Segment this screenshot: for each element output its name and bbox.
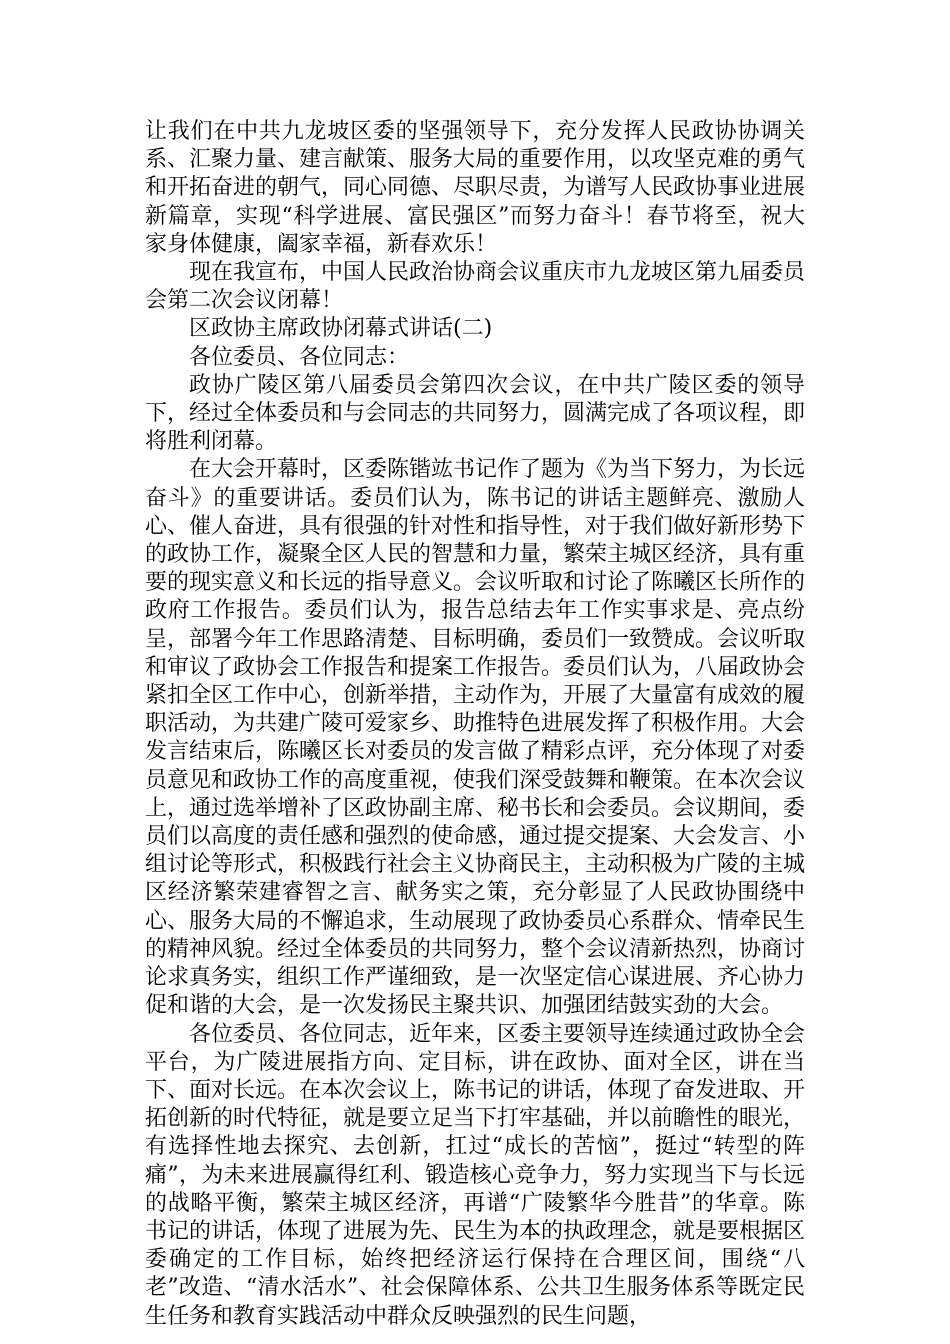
section-title: 区政协主席政协闭幕式讲话(二) <box>189 316 493 342</box>
salutation: 各位委员、各位同志： <box>189 344 410 370</box>
document-body <box>145 118 805 1331</box>
paragraph-meeting-review: 在大会开幕时，区委陈锴竑书记作了题为《为当下努力，为长远奋斗》的重要讲话。委员们认为，陈书记的讲话主题鲜亮、激励人心、催人奋进，具有很强的针对性和指导性，对于我们做好新形势下的政协工作，凝聚全区人民的智慧和力量，繁荣主城区经济，具有重要的现实意义和长远的指导意义。会议听取和讨论了陈曦区长所作的政府工作报告。委员们认为，报告总结去年工作实事求是、亮点纷呈，部署今年工作思路清楚、目标明确，委员们一致赞成。会议听取和审议了政协会工作报告和提案工作报告。委员们认为，八届政协会紧扣全区工作中心，创新举措，主动作为，开展了大量富有成效的履职活动，为共建广陵可爱家乡、助推特色进展发挥了积极作用。大会发言结束后，陈曦区长对委员的发言做了精彩点评，充分体现了对委员意见和政协工作的高度重视，使我们深受鼓舞和鞭策。在本次会议上，通过选举增补了区政协副主席、秘书长和会委员。会议期间，委员们以高度的责任感和强烈的使命感，通过提交提案、大会发言、小组讨论等形式，积极践行社会主义协商民主，主动积极为广陵的主城区经济繁荣建睿智之言、献务实之策，充分彰显了人民政协围绕中心、服务大局的不懈追求，生动展现了政协委员心系群众、情牵民生的精神风貌。经过全体委员的共同努力，整个会议清新热烈，协商讨论求真务实，组织工作严谨细致，是一次坚定信心谋进展、齐心协力促和谐的大会，是一次发扬民主聚共识、加强团结鼓实劲的大会。 <box>145 457 806 1019</box>
paragraph-speech-reflection: 各位委员、各位同志，近年来，区委主要领导连续通过政协全会平台，为广陵进展指方向、定目标，讲在政协、面对全区，讲在当下、面对长远。在本次会议上，陈书记的讲话，体现了奋发进取、开拓创新的时代特征，就是要立足当下打牢基础，并以前瞻性的眼光，有选择性地去探究、去创新，扛过“成长的苦恼”，挺过“转型的阵痛”，为未来进展赢得红利、锻造核心竞争力，努力实现当下与长远的战略平衡，繁荣主城区经济，再谱“广陵繁华今胜昔”的华章。陈书记的讲话，体现了进展为先、民生为本的执政理念，就是要根据区委确定的工作目标，始终把经济运行保持在合理区间，围绕“八老”改造、“清水活水”、社会保障体系、公共卫生服务体系等既定民生任务和教育实践活动中群众反映强烈的民生问题， <box>145 1021 806 1329</box>
paragraph-closing-announcement: 现在我宣布，中国人民政治协商会议重庆市九龙坡区第九届委员会第二次会议闭幕！ <box>145 260 806 314</box>
paragraph-closing-wishes: 让我们在中共九龙坡区委的坚强领导下，充分发挥人民政协协调关系、汇聚力量、建言献策、服务大局的重要作用，以攻坚克难的勇气和开拓奋进的朝气，同心同德、尽职尽责，为谱写人民政协事业进展新篇章，实现“科学进展、富民强区”而努力奋斗！春节将至，祝大家身体健康，阖家幸福，新春欢乐！ <box>145 119 806 257</box>
paragraph-meeting-intro: 政协广陵区第八届委员会第四次会议，在中共广陵区委的领导下，经过全体委员和与会同志的共同努力，圆满完成了各项议程，即将胜利闭幕。 <box>145 372 806 455</box>
